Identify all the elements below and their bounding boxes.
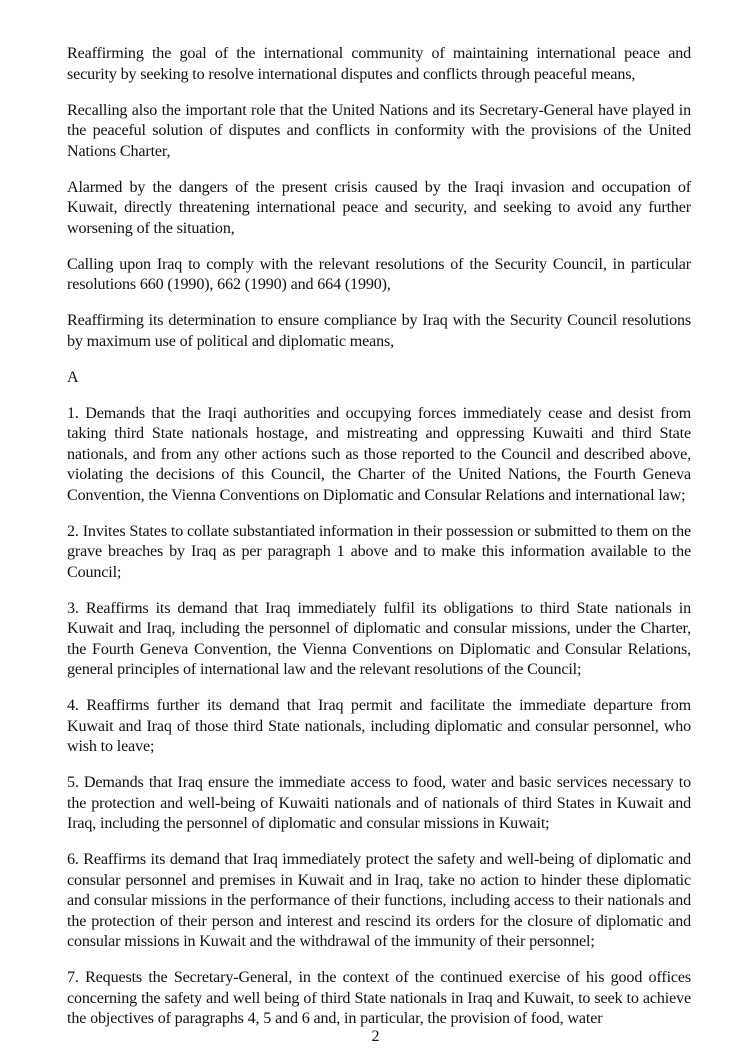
- section-heading-a: A: [67, 368, 79, 386]
- preamble-paragraph-reaffirming-determination: Reaffirming its determination to ensure compliance by Iraq with the Security Council resolutions by maximum use of political and diplomatic means,: [67, 312, 691, 350]
- preamble-paragraph-recalling: Recalling also the important role that the United Nations and its Secretary-General have played in the peaceful solution of disputes and conflicts in conformity with the provisions of the United Nations Charter,: [67, 101, 691, 160]
- preamble-paragraph-reaffirming-goal: Reaffirming the goal of the international community of maintaining international peace and security by seeking to resolve international disputes and conflicts through peaceful means,: [67, 45, 691, 83]
- preamble-paragraph-alarmed: Alarmed by the dangers of the present crisis caused by the Iraqi invasion and occupation of Kuwait, directly threatening international peace and security, and seeking to avoid any further worsening of the situation,: [67, 178, 691, 237]
- operative-paragraph-7: 7. Requests the Secretary-General, in the context of the continued exercise of his good offices concerning the safety and well being of third State nationals in Iraq and Kuwait, to seek to achieve the objectives of paragraphs 4, 5 and 6 and, in particular, the provision of food, water: [67, 969, 691, 1027]
- operative-paragraph-4: 4. Reaffirms further its demand that Iraq permit and facilitate the immediate departure from Kuwait and Iraq of those third State nationals, including diplomatic and consular personnel, who wish to leave;: [67, 697, 691, 755]
- document-page: [67, 44, 691, 1045]
- operative-paragraph-5: 5. Demands that Iraq ensure the immediate access to food, water and basic services necessary to the protection and well-being of Kuwaiti nationals and of nationals of third States in Kuwait and Iraq, including the personnel of diplomatic and consular missions in Kuwait;: [67, 774, 691, 832]
- operative-paragraph-3: 3. Reaffirms its demand that Iraq immediately fulfil its obligations to third State nationals in Kuwait and Iraq, including the personnel of diplomatic and consular missions, under the Charter, the Fourth Geneva Convention, the Vienna Conventions on Diplomatic and Consular Relations, general principles of international law and the relevant resolutions of the Council;: [67, 599, 691, 678]
- page-number: 2: [371, 1028, 380, 1045]
- operative-paragraph-6: 6. Reaffirms its demand that Iraq immediately protect the safety and well-being of diplomatic and consular personnel and premises in Kuwait and in Iraq, take no action to hinder these diplomatic and consular missions in the performance of their functions, including access to their nationals and the protection of their person and interest and rescind its orders for the closure of diplomatic and consular missions in Kuwait and the withdrawal of the immunity of their personnel;: [67, 851, 691, 950]
- operative-paragraph-1: 1. Demands that the Iraqi authorities and occupying forces immediately cease and desist from taking third State nationals hostage, and mistreating and oppressing Kuwaiti and third State nationals, and from any other actions such as those reported to the Council and described above, violating the decisions of this Council, the Charter of the United Nations, the Fourth Geneva Convention, the Vienna Conventions on Diplomatic and Consular Relations and international law;: [67, 404, 691, 504]
- preamble-paragraph-calling-upon: Calling upon Iraq to comply with the relevant resolutions of the Security Council, in particular resolutions 660 (1990), 662 (1990) and 664 (1990),: [67, 255, 691, 293]
- operative-paragraph-2: 2. Invites States to collate substantiated information in their possession or submitted to them on the grave breaches by Iraq as per paragraph 1 above and to make this information available to the Council;: [67, 522, 691, 581]
